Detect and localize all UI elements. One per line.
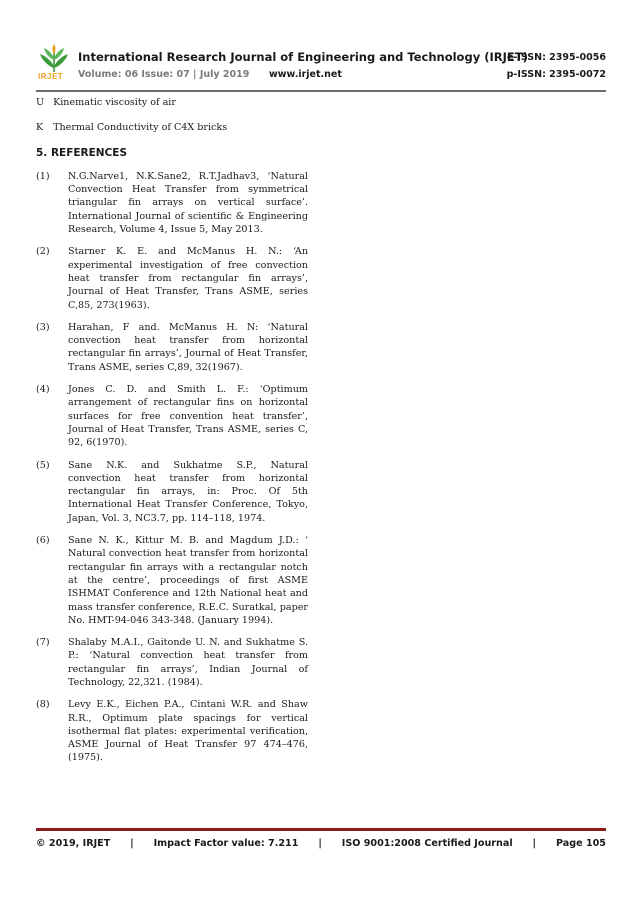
- nomenclature-text: Kinematic viscosity of air: [53, 97, 176, 108]
- reference-text: Shalaby M.A.I., Gaitonde U. N. and Sukhatme S. P.: ‘Natural convection heat transfer from rectangular fin arrays’, Indian Journal of Technology, 22,321. (1984).: [68, 637, 308, 688]
- reference-item: [36, 534, 308, 627]
- nomenclature-symbol: K: [36, 122, 44, 134]
- reference-number: (1): [36, 170, 50, 182]
- footer-separator: |: [532, 838, 537, 849]
- eissn: e-ISSN: 2395-0056: [506, 52, 606, 63]
- journal-title: International Research Journal of Engineering and Technology (IRJET): [78, 50, 528, 64]
- logo-wordmark: IRJET: [38, 72, 64, 81]
- footer-page-number: Page 105: [555, 838, 606, 849]
- footer-copyright: © 2019, IRJET: [36, 838, 111, 849]
- page-header: [36, 44, 606, 88]
- footer-impact-factor: Impact Factor value: 7.211: [153, 838, 299, 849]
- left-column: [36, 96, 308, 774]
- footer-separator: |: [318, 838, 322, 849]
- reference-text: Jones C. D. and Smith L. F.: ‘Optimum arrangement of rectangular fins on horizontal surfaces for free convention heat transfer’, Journal of Heat Transfer, Trans ASME, series C, 92, 6(1970).: [68, 384, 308, 449]
- nomenclature-text: Thermal Conductivity of C4X bricks: [53, 122, 228, 134]
- nomenclature-symbol: U: [36, 97, 45, 108]
- reference-text: Starner K. E. and McManus H. N.: ‘An experimental investigation of free convection heat transfer from rectangular fin arrays’, Journal of Heat Transfer, Trans ASME, series C,85, 273(1963).: [68, 246, 308, 311]
- nomenclature-item: [36, 121, 308, 134]
- pissn: p-ISSN: 2395-0072: [506, 69, 606, 80]
- reference-item: [36, 698, 308, 764]
- reference-number: (4): [36, 384, 50, 396]
- reference-number: (8): [36, 699, 50, 711]
- journal-website-link[interactable]: www.irjet.net: [269, 69, 342, 80]
- volume-issue: Volume: 06 Issue: 07 | July 2019: [78, 69, 250, 80]
- reference-text: Sane N. K., Kittur M. B. and Magdum J.D.: ‘ Natural convection heat transfer from horizontal rectangular fin arrays with a rectangular notch at the centre’, proceedings of first ASME ISHMAT Conference and 12th National heat and mass transfer conference, R.E.C. Suratkal, paper No. HMT-94-046 343-348. (January 1994).: [68, 535, 308, 626]
- reference-number: (7): [36, 637, 50, 649]
- reference-text: Sane N.K. and Sukhatme S.P., Natural convection heat transfer from horizontal rectangular fin arrays, in: Proc. Of 5th International Heat Transfer Conference, Tokyo, Japan, Vol. 3, NC3.7, pp. 114–118, 1974.: [68, 459, 308, 524]
- reference-number: (2): [36, 246, 50, 258]
- reference-item: [36, 321, 308, 374]
- reference-item: [36, 170, 308, 236]
- footer-divider: [36, 828, 606, 831]
- leaf-icon: [36, 44, 72, 74]
- footer-iso: ISO 9001:2008 Certified Journal: [341, 838, 513, 849]
- reference-number: (6): [36, 535, 50, 547]
- page-footer: [36, 838, 606, 849]
- reference-item: [36, 245, 308, 311]
- reference-number: (3): [36, 321, 50, 333]
- footer-separator: |: [130, 838, 134, 849]
- reference-text: Harahan, F and. McManus H. N: ‘Natural convection heat transfer from horizontal rectangular fin arrays’, Journal of Heat Transfer, Trans ASME, series C,89, 32(1967).: [68, 321, 308, 373]
- nomenclature-item: [36, 96, 308, 109]
- references-heading: 5. REFERENCES: [36, 146, 128, 159]
- reference-item: [36, 636, 308, 689]
- reference-number: (5): [36, 459, 50, 471]
- reference-text: Levy E.K., Eichen P.A., Cintani W.R. and Shaw R.R., Optimum plate spacings for vertical isothermal flat plates: experimental verification, ASME Journal of Heat Transfer 97 474–476,(1975).: [68, 699, 308, 764]
- reference-text: N.G.Narve1, N.K.Sane2, R.T.Jadhav3, ‘Natural Convection Heat Transfer from symmetrical triangular fin arrays on vertical surface’. International Journal of scientific & Engineering Research, Volume 4, Issue 5, May 2013.: [68, 170, 308, 236]
- reference-item: [36, 459, 308, 525]
- header-divider: [36, 90, 606, 92]
- reference-item: [36, 383, 308, 449]
- irjet-logo: [36, 44, 72, 86]
